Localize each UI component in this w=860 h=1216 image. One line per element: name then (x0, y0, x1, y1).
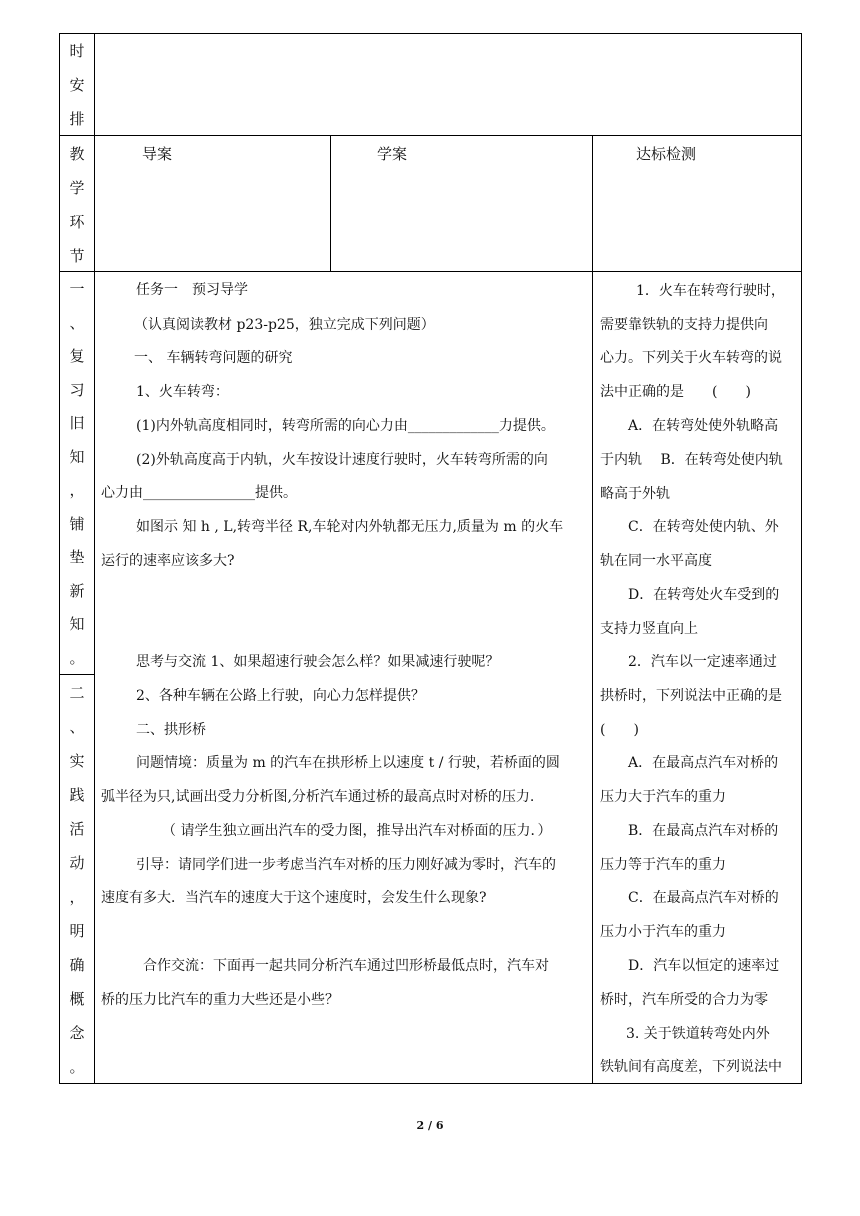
review-label-char: 一 (69, 280, 85, 298)
practice-label-char: 概 (69, 990, 85, 1008)
check-line: C．在最高点汽车对桥的 (628, 890, 779, 906)
check-line: D．汽车以恒定的速率过 (628, 958, 780, 974)
practice-label-char: 活 (69, 820, 85, 838)
main-line: 2、各种车辆在公路上行驶，向心力怎样提供？ (136, 688, 425, 704)
row2-label-char: 教 (69, 145, 85, 163)
check-line: 桥时，汽车所受的合力为零 (600, 992, 768, 1008)
main-line: 桥的压力比汽车的重力大些还是小些？ (101, 992, 339, 1008)
row2-label-char: 环 (69, 213, 85, 231)
review-label-char: 新 (69, 582, 85, 600)
row1-label-char: 安 (69, 76, 85, 94)
check-line: A．在最高点汽车对桥的 (628, 755, 779, 771)
row1-label-char: 时 (69, 42, 85, 60)
review-label-char: ， (69, 481, 85, 499)
check-line: B．在最高点汽车对桥的 (628, 823, 779, 839)
check-line: 压力等于汽车的重力 (600, 857, 726, 873)
review-label-char: 复 (69, 347, 85, 365)
check-line: 1．火车在转弯行驶时， (636, 283, 785, 299)
practice-label-char: 二 (69, 684, 85, 702)
practice-label-char: ， (69, 888, 85, 906)
check-line: 心力。下列关于火车转弯的说 (600, 350, 782, 366)
review-label-char: 、 (69, 314, 85, 332)
row-divider-2 (59, 271, 802, 272)
review-label-char: 旧 (69, 414, 85, 432)
check-line: 压力大于汽车的重力 (600, 789, 726, 805)
check-line: C．在转弯处使内轨、外 (628, 519, 779, 535)
check-line: ( ) (600, 722, 639, 738)
practice-label-char: 。 (69, 1058, 85, 1076)
check-line: 压力小于汽车的重力 (600, 924, 726, 940)
check-line: 轨在同一水平高度 (600, 553, 712, 569)
main-line: 任务一 预习导学 (136, 282, 248, 298)
check-line: A．在转弯处使外轨略高 (628, 418, 779, 434)
row2-label-char: 学 (69, 179, 85, 197)
practice-label-char: 确 (69, 956, 85, 974)
main-line: 运行的速率应该多大? (101, 553, 235, 569)
review-label-char: 习 (69, 381, 85, 399)
main-line: 心力由________________提供。 (101, 485, 297, 501)
main-line: 一、 车辆转弯问题的研究 (134, 350, 293, 366)
review-label-char: 知 (69, 615, 85, 633)
main-line: 弧半径为只,试画出受力分析图,分析汽车通过桥的最高点时对桥的压力. (101, 789, 535, 805)
main-line: （认真阅读教材 p23-p25，独立完成下列问题） (134, 317, 435, 333)
main-line: 二、拱形桥 (136, 722, 206, 738)
guide-study-divider (330, 135, 331, 272)
main-line: (2)外轨高度高于内轨，火车按设计速度行驶时，火车转弯所需的向 (136, 452, 548, 468)
practice-label-char: 明 (69, 922, 85, 940)
main-line: （ 请学生独立画出汽车的受力图，推导出汽车对桥面的压力．） (162, 823, 552, 839)
table-border-bottom (59, 1083, 802, 1084)
main-line: 如图示 知 h , L,转弯半径 R,车轮对内外轨都无压力,质量为 m 的火车 (136, 519, 564, 535)
practice-label-char: 实 (69, 752, 85, 770)
practice-label-char: 践 (69, 786, 85, 804)
practice-label-char: 动 (69, 854, 85, 872)
guide-header: 导案 (142, 145, 173, 163)
table-border-right (801, 33, 802, 1084)
table-border-top (59, 33, 802, 34)
main-line: 速度有多大．当汽车的速度大于这个速度时，会发生什么现象? (101, 890, 487, 906)
main-line: 合作交流：下面再一起共同分析汽车通过凹形桥最低点时，汽车对 (143, 958, 549, 974)
check-line: 于内轨 B．在转弯处使内轨 (600, 452, 783, 468)
main-line: 思考与交流 1、如果超速行驶会怎么样？如果减速行驶呢？ (136, 654, 500, 670)
check-column-divider (592, 135, 593, 1084)
page-number: 2 / 6 (416, 1119, 444, 1132)
check-line: 3. 关于铁道转弯处内外 (626, 1026, 770, 1042)
check-header: 达标检测 (636, 145, 697, 163)
row2-label-char: 节 (69, 247, 85, 265)
table-border-left (59, 33, 60, 1084)
check-line: D．在转弯处火车受到的 (628, 587, 780, 603)
review-label-char: 知 (69, 448, 85, 466)
main-line: 引导：请同学们进一步考虑当汽车对桥的压力刚好减为零时，汽车的 (136, 857, 556, 873)
check-line: 略高于外轨 (600, 486, 670, 502)
review-label-char: 。 (69, 649, 85, 667)
label-column-divider (94, 33, 95, 1084)
check-line: 法中正确的是 ( ) (600, 384, 751, 400)
review-label-char: 铺 (69, 515, 85, 533)
row-divider-1 (59, 135, 802, 136)
practice-label-char: 、 (69, 718, 85, 736)
practice-label-char: 念 (69, 1024, 85, 1042)
main-line: (1)内外轨高度相同时，转弯所需的向心力由_____________力提供。 (136, 418, 555, 434)
study-header: 学案 (377, 145, 408, 163)
check-line: 2．汽车以一定速率通过 (628, 654, 777, 670)
check-line: 需要靠铁轨的支持力提供向 (600, 317, 768, 333)
main-line: 1、火车转弯： (136, 384, 229, 400)
check-line: 铁轨间有高度差，下列说法中 (600, 1059, 782, 1075)
review-label-char: 垫 (69, 548, 85, 566)
check-line: 支持力竖直向上 (600, 621, 698, 637)
row1-label-char: 排 (69, 110, 85, 128)
main-line: 问题情境：质量为 m 的汽车在拱形桥上以速度 t / 行驶，若桥面的圆 (136, 755, 560, 771)
check-line: 拱桥时，下列说法中正确的是 (600, 688, 782, 704)
